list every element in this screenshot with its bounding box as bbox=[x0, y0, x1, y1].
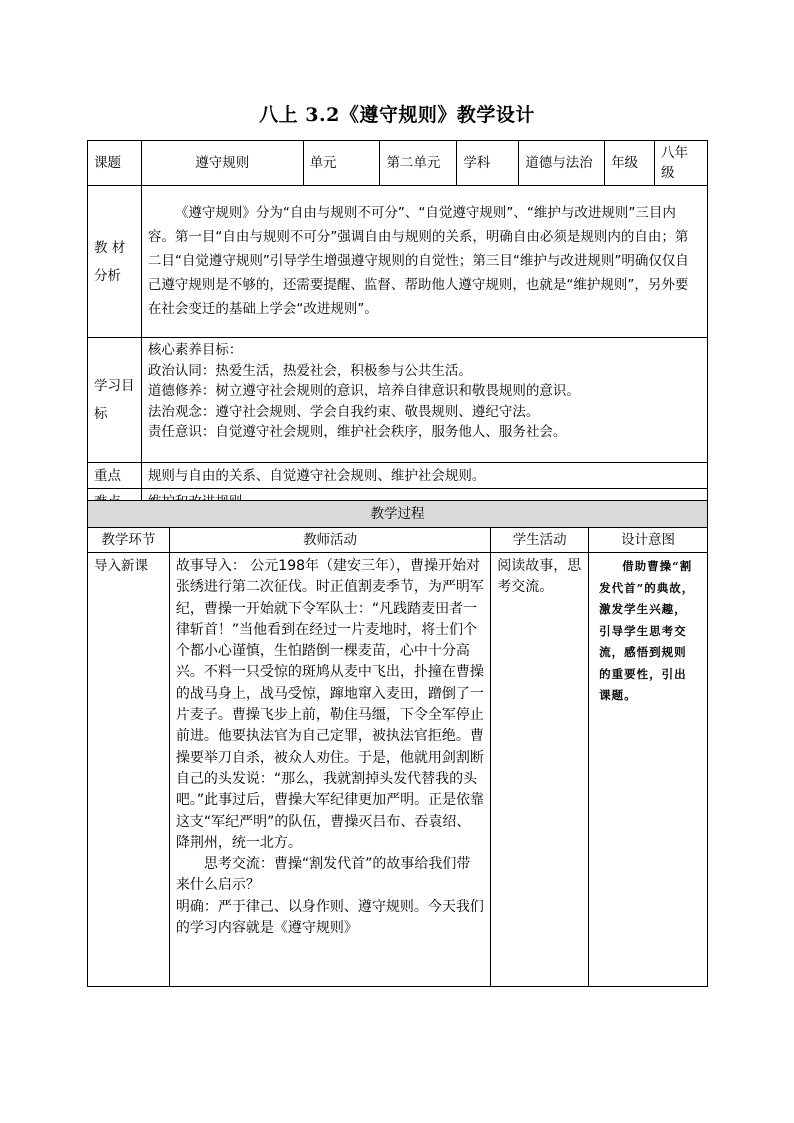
topic-value: 遵守规则 bbox=[141, 141, 303, 186]
col-student: 学生活动 bbox=[491, 528, 589, 553]
design-intent-cell bbox=[589, 553, 708, 987]
subject-value: 道德与法治 bbox=[519, 141, 605, 186]
teacher-activity-cell bbox=[169, 553, 490, 987]
teacher-story: 故事导入： 公元198年（建安三年），曹操开始对张绣进行第二次征伐。时正值割麦季节，为严明军纪，曹操一开始就下令军队士：“凡践踏麦田者一律斩首！”当他看到在经过一片麦地时，将士们个个都小心谨慎，生怕踏倒一棵麦苗，心中十分高兴。不料一只受惊的斑鸠从麦中飞出，扑撞在曹操的战马身上，战马受惊，蹿地窜入麦田，蹭倒了一片麦子。曹操飞步上前，勒住马缰，下令全军停止前进。他要执法官为自己定罪，被执法官拒绝。曹操要举刀自杀，被众人劝住。于是，他就用剑割断自己的头发说：“那么，我就割掉头发代替我的头吧。”此事过后，曹操大军纪律更加严明。正是依靠这支“军纪严明”的队伍，曹操灭吕布、吞袁绍、降荆州，统一北方。 bbox=[175, 558, 485, 851]
col-intent: 设计意图 bbox=[589, 528, 708, 553]
unit-label: 单元 bbox=[303, 141, 380, 186]
analysis-text: 《遵守规则》分为“自由与规则不可分”、“自觉遵守规则”、“维护与改进规则”三目内容。第一目“自由与规则不可分”强调自由与规则的关系，明确自由必须是规则内的自由；第二目“自觉遵守规则”引导学生增强遵守规则的自觉性；第三目“维护与改进规则”明确仅仅自己遵守规则是不够的，还需要提醒、监督、帮助他人遵守规则，也就是“维护规则”，另外要在社会变迁的基础上学会“改进规则”。 bbox=[147, 204, 689, 317]
keypoint-label: 重点 bbox=[88, 463, 142, 489]
goals-line-responsibility: 责任意识：自觉遵守社会规则，维护社会秩序，服务他人、服务社会。 bbox=[147, 424, 567, 440]
page-title: 八上 3.2《遵守规则》教学设计 bbox=[259, 104, 535, 126]
analysis-label: 教 材分析 bbox=[88, 186, 142, 338]
teaching-process-table bbox=[87, 500, 708, 987]
stage-cell: 导入新课 bbox=[88, 553, 170, 987]
teacher-think: 思考交流：曹操“割发代首”的故事给我们带来什么启示？ bbox=[175, 856, 471, 894]
col-teacher: 教师活动 bbox=[169, 528, 490, 553]
student-activity-cell: 阅读故事，思考交流。 bbox=[491, 553, 589, 987]
col-stage: 教学环节 bbox=[88, 528, 170, 553]
grade-value: 八年级 bbox=[655, 141, 708, 186]
goals-line-core: 核心素养目标： bbox=[147, 342, 243, 358]
goals-line-law: 法治观念：遵守社会规则、学会自我约束、敬畏规则、遵纪守法。 bbox=[147, 403, 540, 420]
grade-label: 年级 bbox=[605, 141, 655, 186]
teacher-clarify: 明确：严于律己、以身作则、遵守规则。今天我们的学习内容就是《遵守规则》 bbox=[175, 898, 484, 937]
subject-label: 学科 bbox=[457, 141, 519, 186]
goals-line-moral: 道德修养：树立遵守社会规则的意识，培养自律意识和敬畏规则的意识。 bbox=[147, 383, 580, 399]
goals-line-political: 政治认同：热爱生活，热爱社会，积极参与公共生活。 bbox=[147, 362, 472, 379]
topic-label: 课题 bbox=[88, 141, 142, 186]
goals-label: 学习目标 bbox=[88, 338, 142, 463]
lesson-info-table bbox=[87, 140, 708, 515]
keypoint-text: 规则与自由的关系、自觉遵守社会规则、维护社会规则。 bbox=[141, 463, 707, 489]
design-intent-text: 借助曹操“割发代首”的典故，激发学生兴趣，引导学生思考交流，感悟到规则的重要性，引出课题。 bbox=[599, 559, 695, 702]
process-header: 教学过程 bbox=[88, 501, 708, 528]
unit-value: 第二单元 bbox=[380, 141, 457, 186]
